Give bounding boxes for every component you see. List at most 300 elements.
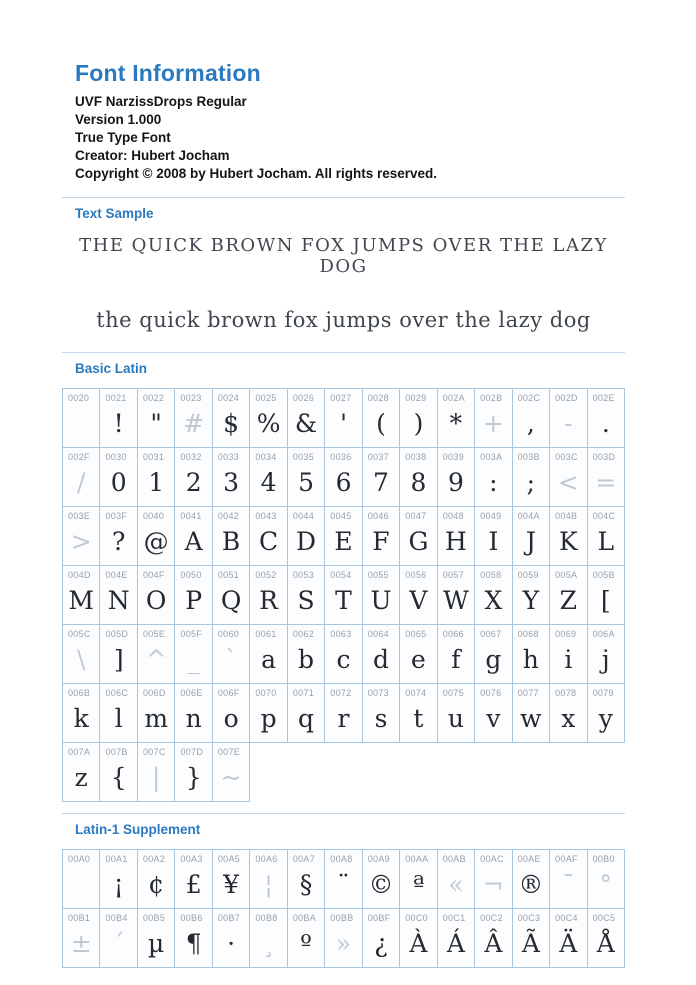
glyph-code-label: 00A5 <box>217 854 241 864</box>
glyph: µ <box>148 928 165 958</box>
glyph-cell-0021 <box>100 389 137 448</box>
glyph-code-label: 004D <box>68 570 91 580</box>
glyph-cell-004F <box>138 566 175 625</box>
glyph-cell-0078 <box>550 684 587 743</box>
font-version: Version 1.000 <box>75 112 162 127</box>
glyph-cell-00B8 <box>250 909 287 968</box>
latin1-supplement-table <box>62 849 625 968</box>
glyph: . <box>601 408 610 438</box>
glyph-cell-0079 <box>588 684 625 743</box>
glyph <box>63 403 99 447</box>
glyph-row <box>63 507 625 566</box>
glyph-code-label: 0040 <box>142 511 165 521</box>
glyph-cell-002F <box>63 448 100 507</box>
glyph: k <box>73 703 89 733</box>
glyph-cell-0029 <box>400 389 437 448</box>
latin1-supplement-heading: Latin-1 Supplement <box>75 822 201 837</box>
glyph-code-label: 00A1 <box>105 854 128 864</box>
glyph: ^ <box>145 644 167 674</box>
glyph-cell-0073 <box>363 684 400 743</box>
glyph-code-label: 0032 <box>180 452 202 462</box>
glyph: " <box>150 408 162 438</box>
glyph: j <box>601 644 610 674</box>
glyph-code-label: 00BF <box>367 913 391 923</box>
glyph: ! <box>113 408 124 438</box>
glyph: U <box>370 585 392 615</box>
glyph-cell-00AC <box>475 850 512 909</box>
glyph-code-label: 0046 <box>367 511 389 521</box>
glyph: e <box>411 644 426 674</box>
glyph: o <box>223 703 239 733</box>
glyph: l <box>114 703 123 733</box>
glyph: u <box>447 703 464 733</box>
glyph-cell-0058 <box>475 566 512 625</box>
glyph-code-label: 006F <box>217 688 240 698</box>
glyph-cell-004D <box>63 566 100 625</box>
glyph: » <box>335 928 352 958</box>
glyph-code-label: 0029 <box>405 393 427 403</box>
glyph-cell-003A <box>475 448 512 507</box>
glyph <box>63 864 99 908</box>
glyph-cell-0041 <box>175 507 212 566</box>
glyph-code-label: 00A8 <box>330 854 353 864</box>
glyph-cell-00A5 <box>213 850 250 909</box>
glyph-code-label: 007B <box>105 747 128 757</box>
glyph-cell-0077 <box>513 684 550 743</box>
glyph-code-label: 0076 <box>480 688 502 698</box>
glyph: H <box>445 526 467 556</box>
glyph: 4 <box>260 467 277 497</box>
font-meta <box>62 93 625 183</box>
glyph-cell-0038 <box>400 448 437 507</box>
glyph-code-label: 00B5 <box>142 913 166 923</box>
glyph-cell-007C <box>138 743 175 802</box>
glyph: Y <box>522 585 540 615</box>
glyph: 1 <box>148 467 165 497</box>
glyph: M <box>68 585 95 615</box>
glyph-cell-00AE <box>513 850 550 909</box>
glyph: ¡ <box>113 869 124 899</box>
glyph: E <box>334 526 353 556</box>
glyph-code-label: 0023 <box>180 393 202 403</box>
glyph: X <box>484 585 503 615</box>
glyph-cell-0056 <box>400 566 437 625</box>
glyph-code-label: 0059 <box>517 570 539 580</box>
glyph: z <box>74 762 88 792</box>
glyph-code-label: 0060 <box>217 629 240 639</box>
glyph-cell-0064 <box>363 625 400 684</box>
glyph: d <box>372 644 389 674</box>
glyph-code-label: 0024 <box>217 393 240 403</box>
glyph: ° <box>599 869 613 899</box>
glyph-cell-0055 <box>363 566 400 625</box>
glyph-cell-00BA <box>288 909 325 968</box>
glyph-cell-00B1 <box>63 909 100 968</box>
glyph-cell-00B7 <box>213 909 250 968</box>
glyph-cell-005A <box>550 566 587 625</box>
glyph-code-label: 00B4 <box>105 913 128 923</box>
glyph: I <box>488 526 499 556</box>
glyph: r <box>337 703 350 733</box>
glyph: p <box>260 703 277 733</box>
glyph-cell-0057 <box>438 566 475 625</box>
glyph-code-label: 002A <box>442 393 465 403</box>
glyph-code-label: 0065 <box>405 629 427 639</box>
glyph-code-label: 00A7 <box>292 854 316 864</box>
glyph-row <box>63 684 625 743</box>
glyph-code-label: 003E <box>68 511 91 521</box>
glyph-code-label: 004E <box>105 570 128 580</box>
glyph-code-label: 0071 <box>292 688 315 698</box>
glyph-cell-004C <box>588 507 625 566</box>
glyph-cell-0042 <box>213 507 250 566</box>
glyph-code-label: 0049 <box>480 511 502 521</box>
glyph: $ <box>223 408 240 438</box>
glyph: 9 <box>447 467 464 497</box>
glyph-code-label: 003C <box>555 452 578 462</box>
glyph: ) <box>413 408 424 438</box>
glyph-cell-002B <box>475 389 512 448</box>
glyph-cell-0069 <box>550 625 587 684</box>
glyph: : <box>489 467 498 497</box>
glyph-code-label: 0062 <box>292 629 315 639</box>
glyph-cell-00AA <box>400 850 437 909</box>
glyph-code-label: 0048 <box>442 511 464 521</box>
glyph-code-label: 0030 <box>105 452 127 462</box>
glyph: · <box>227 928 236 958</box>
glyph: } <box>185 762 202 792</box>
glyph-code-label: 005A <box>555 570 578 580</box>
glyph-code-label: 00A3 <box>180 854 203 864</box>
glyph-code-label: 0020 <box>68 393 90 403</box>
glyph-cell-0027 <box>325 389 362 448</box>
glyph-cell-0022 <box>138 389 175 448</box>
glyph: ? <box>112 526 126 556</box>
glyph-code-label: 0027 <box>330 393 352 403</box>
glyph-code-label: 00AE <box>517 854 541 864</box>
glyph: P <box>185 585 203 615</box>
glyph-code-label: 0035 <box>292 452 315 462</box>
glyph: Â <box>484 928 503 958</box>
glyph-code-label: 00B7 <box>217 913 241 923</box>
glyph: K <box>558 526 578 556</box>
glyph-cell-004A <box>513 507 550 566</box>
glyph-cell-0059 <box>513 566 550 625</box>
glyph: t <box>413 703 424 733</box>
glyph-cell-00A7 <box>288 850 325 909</box>
glyph-cell-003E <box>63 507 100 566</box>
glyph-cell-00AF <box>550 850 587 909</box>
glyph-code-label: 0068 <box>517 629 539 639</box>
glyph-code-label: 0069 <box>555 629 577 639</box>
glyph: a <box>261 644 277 674</box>
glyph-cell-0076 <box>475 684 512 743</box>
glyph-code-label: 006C <box>105 688 129 698</box>
glyph-code-label: 00A2 <box>142 854 166 864</box>
glyph: x <box>561 703 576 733</box>
glyph-code-label: 005E <box>142 629 166 639</box>
glyph-code-label: 0021 <box>105 393 127 403</box>
glyph-cell-005C <box>63 625 100 684</box>
glyph-code-label: 004F <box>142 570 165 580</box>
glyph-code-label: 0075 <box>442 688 464 698</box>
glyph: Z <box>559 585 578 615</box>
glyph-code-label: 004C <box>592 511 616 521</box>
glyph-cell-00A9 <box>363 850 400 909</box>
glyph-cell-0031 <box>138 448 175 507</box>
basic-latin-table <box>62 388 625 802</box>
glyph: 6 <box>335 467 352 497</box>
glyph-code-label: 0073 <box>367 688 389 698</box>
glyph: s <box>374 703 388 733</box>
glyph-code-label: 0070 <box>255 688 277 698</box>
glyph: > <box>70 526 92 556</box>
glyph-code-label: 0034 <box>255 452 277 462</box>
glyph-cell-004E <box>100 566 137 625</box>
glyph: C <box>259 526 279 556</box>
glyph-cell-0049 <box>475 507 512 566</box>
glyph-cell-00C1 <box>438 909 475 968</box>
glyph: ± <box>70 928 92 958</box>
glyph-cell-0044 <box>288 507 325 566</box>
glyph-code-label: 0052 <box>255 570 277 580</box>
glyph: T <box>335 585 352 615</box>
glyph-code-label: 0072 <box>330 688 352 698</box>
glyph: ¥ <box>223 869 240 899</box>
glyph: { <box>110 762 127 792</box>
glyph-code-label: 0039 <box>442 452 464 462</box>
glyph-code-label: 00BB <box>330 913 354 923</box>
glyph: ( <box>376 408 386 438</box>
glyph: J <box>525 526 536 556</box>
glyph-cell-00C4 <box>550 909 587 968</box>
glyph: § <box>299 869 313 899</box>
glyph-cell-007B <box>100 743 137 802</box>
glyph: F <box>372 526 390 556</box>
glyph-code-label: 0038 <box>405 452 427 462</box>
glyph: G <box>408 526 429 556</box>
glyph: Á <box>446 928 465 958</box>
glyph-cell-0050 <box>175 566 212 625</box>
glyph-code-label: 00A6 <box>255 854 278 864</box>
glyph-row <box>63 743 625 802</box>
glyph-row <box>63 389 625 448</box>
page-content <box>62 0 625 968</box>
glyph-code-label: 0058 <box>480 570 502 580</box>
glyph-cell-0032 <box>175 448 212 507</box>
glyph-code-label: 00B8 <box>255 913 278 923</box>
glyph: < <box>557 467 579 497</box>
glyph-code-label: 0047 <box>405 511 427 521</box>
glyph-cell-0034 <box>250 448 287 507</box>
glyph-cell-005D <box>100 625 137 684</box>
page-title: Font Information <box>75 60 261 86</box>
glyph: v <box>486 703 501 733</box>
glyph: \ <box>77 644 86 674</box>
glyph-cell-00C2 <box>475 909 512 968</box>
glyph-cell-00A0 <box>63 850 100 909</box>
glyph: g <box>485 644 502 674</box>
glyph: V <box>409 585 428 615</box>
glyph-cell-005B <box>588 566 625 625</box>
glyph-code-label: 0043 <box>255 511 277 521</box>
glyph: + <box>482 408 504 438</box>
glyph-cell-00C3 <box>513 909 550 968</box>
glyph-cell-00A2 <box>138 850 175 909</box>
glyph: [ <box>600 585 611 615</box>
glyph-cell-006D <box>138 684 175 743</box>
glyph-code-label: 007C <box>142 747 166 757</box>
glyph: L <box>597 526 615 556</box>
font-creator: Creator: Hubert Jocham <box>75 148 230 163</box>
glyph-code-label: 0079 <box>592 688 614 698</box>
glyph-code-label: 003B <box>517 452 540 462</box>
glyph-cell-0046 <box>363 507 400 566</box>
glyph-cell-0061 <box>250 625 287 684</box>
glyph-cell-0024 <box>213 389 250 448</box>
glyph: ' <box>340 408 347 438</box>
glyph-cell-0075 <box>438 684 475 743</box>
glyph-code-label: 00B6 <box>180 913 203 923</box>
glyph: n <box>185 703 202 733</box>
glyph: A <box>184 526 203 556</box>
glyph-code-label: 003F <box>105 511 128 521</box>
glyph: ] <box>113 644 124 674</box>
glyph-code-label: 0063 <box>330 629 352 639</box>
glyph-code-label: 006D <box>142 688 166 698</box>
glyph: 8 <box>410 467 427 497</box>
glyph: 2 <box>185 467 202 497</box>
glyph-cell-006A <box>588 625 625 684</box>
glyph: i <box>564 644 573 674</box>
glyph: m <box>144 703 169 733</box>
glyph-cell-006F <box>213 684 250 743</box>
glyph: À <box>409 928 428 958</box>
glyph-cell-003D <box>588 448 625 507</box>
glyph-code-label: 003D <box>592 452 616 462</box>
glyph: S <box>297 585 315 615</box>
glyph-code-label: 0042 <box>217 511 240 521</box>
glyph-code-label: 00AC <box>480 854 504 864</box>
glyph-code-label: 004B <box>555 511 578 521</box>
glyph-cell-0063 <box>325 625 362 684</box>
glyph-cell-002A <box>438 389 475 448</box>
glyph-code-label: 0056 <box>405 570 427 580</box>
glyph-code-label: 00AF <box>555 854 578 864</box>
glyph: , <box>526 408 535 438</box>
glyph-code-label: 0033 <box>217 452 240 462</box>
glyph-code-label: 0036 <box>330 452 352 462</box>
glyph-cell-0051 <box>213 566 250 625</box>
glyph-code-label: 006B <box>68 688 91 698</box>
glyph-cell-00B4 <box>100 909 137 968</box>
glyph-cell-00A6 <box>250 850 287 909</box>
glyph-code-label: 0067 <box>480 629 502 639</box>
glyph-code-label: 0074 <box>405 688 427 698</box>
glyph: Å <box>596 928 615 958</box>
glyph-code-label: 005C <box>68 629 91 639</box>
glyph-cell-003B <box>513 448 550 507</box>
glyph-code-label: 0031 <box>142 452 165 462</box>
glyph-code-label: 002F <box>68 452 90 462</box>
glyph-cell-003F <box>100 507 137 566</box>
glyph-cell-0065 <box>400 625 437 684</box>
glyph-code-label: 0037 <box>367 452 389 462</box>
glyph-cell-00C5 <box>588 909 625 968</box>
glyph-code-label: 00C1 <box>442 913 466 923</box>
glyph-code-label: 0077 <box>517 688 539 698</box>
glyph-code-label: 00A0 <box>68 854 91 864</box>
glyph-code-label: 006E <box>180 688 203 698</box>
glyph-code-label: 0025 <box>255 393 277 403</box>
glyph: = <box>595 467 617 497</box>
glyph-cell-00A3 <box>175 850 212 909</box>
glyph-cell-0052 <box>250 566 287 625</box>
glyph: - <box>564 408 573 438</box>
glyph-code-label: 0045 <box>330 511 352 521</box>
glyph-cell-004B <box>550 507 587 566</box>
glyph-cell-007E <box>213 743 250 802</box>
glyph-cell-0030 <box>100 448 137 507</box>
glyph-row <box>63 625 625 684</box>
glyph: R <box>259 585 278 615</box>
glyph-code-label: 0064 <box>367 629 389 639</box>
glyph: ¯ <box>562 869 575 899</box>
text-sample-heading: Text Sample <box>75 206 154 221</box>
glyph-code-label: 0066 <box>442 629 464 639</box>
glyph-row <box>63 850 625 909</box>
glyph: « <box>448 869 464 899</box>
glyph: ¬ <box>482 869 504 899</box>
glyph-cell-0047 <box>400 507 437 566</box>
glyph: W <box>443 585 469 615</box>
glyph-code-label: 006A <box>592 629 615 639</box>
glyph-cell-0025 <box>250 389 287 448</box>
glyph-cell-0026 <box>288 389 325 448</box>
glyph-cell-0060 <box>213 625 250 684</box>
glyph-code-label: 002D <box>555 393 578 403</box>
glyph: N <box>107 585 130 615</box>
glyph-cell-0023 <box>175 389 212 448</box>
glyph: 0 <box>110 467 127 497</box>
glyph-cell-00A1 <box>100 850 137 909</box>
glyph-cell-005F <box>175 625 212 684</box>
glyph: ¨ <box>337 869 350 899</box>
glyph-code-label: 0028 <box>367 393 389 403</box>
glyph-code-label: 0026 <box>292 393 315 403</box>
glyph: ; <box>526 467 536 497</box>
glyph: c <box>336 644 351 674</box>
glyph: % <box>256 408 281 438</box>
glyph-cell-0043 <box>250 507 287 566</box>
glyph-cell-00A8 <box>325 850 362 909</box>
glyph-code-label: 0078 <box>555 688 577 698</box>
glyph-cell-00B6 <box>175 909 212 968</box>
glyph-code-label: 00BA <box>292 913 317 923</box>
glyph-cell-0071 <box>288 684 325 743</box>
glyph: £ <box>185 869 202 899</box>
glyph-cell-0020 <box>63 389 100 448</box>
glyph-cell-0040 <box>138 507 175 566</box>
glyph-code-label: 007E <box>217 747 241 757</box>
glyph-cell-00AB <box>438 850 475 909</box>
basic-latin-heading: Basic Latin <box>75 361 148 376</box>
glyph: w <box>520 703 542 733</box>
glyph-cell-00B5 <box>138 909 175 968</box>
glyph-code-label: 0050 <box>180 570 202 580</box>
glyph: Ä <box>559 928 578 958</box>
glyph: y <box>598 703 613 733</box>
